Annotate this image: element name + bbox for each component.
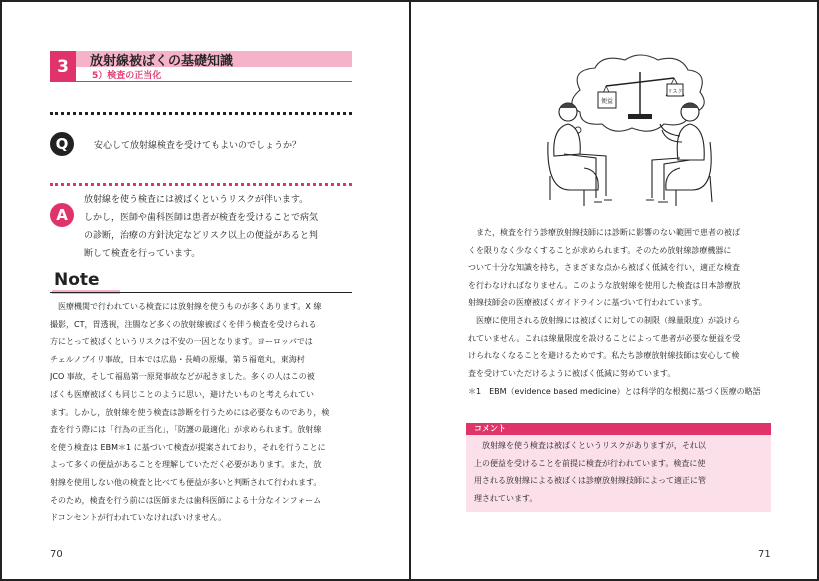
note-line: を使う検査は EBM＊1 に基づいて検査が提案されており，それを行うことに bbox=[50, 442, 326, 452]
note-rule bbox=[50, 292, 352, 293]
body-line: くを限りなく少なくすることが求められます。そのため放射線診療機器に bbox=[468, 245, 732, 255]
chapter-title: 放射線被ばくの基礎知識 bbox=[90, 54, 234, 69]
section-subtitle: 5）検査の正当化 bbox=[92, 71, 162, 81]
body-line: 射線技師会の医療被ばくガイドラインに基づいて行われています。 bbox=[468, 298, 707, 308]
page-number-right: 71 bbox=[758, 549, 771, 560]
note-body bbox=[50, 298, 352, 527]
answer-line: しかし，医師や歯科医師は患者が検査を受けることで病気 bbox=[84, 213, 319, 223]
comment-line: 用される放射線による被ばくは診療放射線技師によって適正に管 bbox=[474, 476, 706, 485]
comment-label: コメント bbox=[474, 424, 506, 433]
body-line: ついて十分な知識を持ち，さまざまな点から被ばく低減を行い，適正な検査 bbox=[468, 263, 740, 273]
thought-cloud bbox=[572, 55, 704, 131]
body-line: 医療に使用される放射線には被ばくに対しての制限（線量限度）が設けら bbox=[468, 315, 740, 325]
note-line: 方にとって被ばくというリスクは不安の一因となります。ヨーロッパでは bbox=[50, 337, 313, 347]
footnote: ＊1 EBM（evidence based medicine）とは科学的な根拠に基づく医療の略語 bbox=[468, 387, 761, 396]
body-line: を行わなければなりません。このような放射線を使用した検査は日本診療放 bbox=[468, 280, 741, 290]
comment-line: 理されています。 bbox=[474, 493, 538, 503]
note-line: ばくも医療被ばくも同じことのように思い，避けたいものと考えられてい bbox=[50, 389, 314, 399]
chapter-rule bbox=[76, 81, 352, 82]
body-line: また，検査を行う診療放射線技師には診断に影響のない範囲で患者の被ば bbox=[468, 228, 740, 237]
note-line: 射線を使用しない他の検査と比べても便益が多いと判断されて行われます。 bbox=[50, 477, 322, 487]
chapter-number: 3 bbox=[50, 51, 76, 82]
answer-badge: A bbox=[50, 203, 74, 227]
note-label: Note bbox=[54, 270, 100, 290]
answer-line: 断して検査を行っています。 bbox=[84, 249, 201, 259]
scale-left-label: 便益 bbox=[600, 98, 614, 105]
note-line: そのため，検査を行う前には医師または歯科医師による十分なインフォーム bbox=[50, 495, 322, 505]
body-line: けられなくなることを避けるためです。私たち診療放射線技師は安心して検 bbox=[468, 351, 740, 361]
question-text: 安心して放射線検査を受けてもよいのでしょうか？ bbox=[94, 141, 302, 151]
comment-line: 上の便益を受けることを前提に検査が行われています。検査に使 bbox=[474, 458, 706, 468]
comment-header bbox=[466, 423, 771, 435]
consultation-illustration bbox=[540, 50, 740, 210]
answer-divider bbox=[50, 183, 352, 186]
note-line: よって多くの便益があることを理解していただく必要があります。また，放 bbox=[50, 460, 322, 470]
note-line: チェルノブイリ事故，日本では広島・長崎の原爆，第５福竜丸，東海村 bbox=[50, 354, 305, 364]
body-line: れていません。これは線量限度を設けることによって患者が必要な便益を受 bbox=[468, 333, 741, 343]
page-number-left: 70 bbox=[50, 549, 63, 560]
note-line: JCO 事故，そして福島第一原発事故などが起きました。多くの人はこの被 bbox=[50, 372, 315, 382]
note-line: ます。しかし，放射線を使う検査は診断を行うためには必要なものであり，検 bbox=[50, 407, 330, 417]
comment-text bbox=[474, 437, 766, 507]
answer-text bbox=[84, 191, 354, 263]
answer-line: 放射線を使う検査には被ばくというリスクが伴います。 bbox=[84, 195, 309, 205]
note-line: 査を行う際には「行為の正当化」，「防護の最適化」が求められます。放射線 bbox=[50, 425, 322, 435]
question-divider bbox=[50, 112, 352, 115]
question-badge: Q bbox=[50, 132, 74, 156]
note-line: 医療機関で行われている検査には放射線を使うものが多くあります。X 線 bbox=[50, 302, 322, 311]
note-line: 撮影，CT，胃透視，注腸など多くの放射線被ばくを伴う検査を受けられる bbox=[50, 319, 317, 329]
answer-line: の診断，治療の方針決定などリスク以上の便益があると判 bbox=[84, 231, 318, 241]
body-line: 査を受けていただけるように被ばく低減に努めています。 bbox=[468, 368, 676, 378]
right-body-text bbox=[468, 224, 770, 382]
comment-line: 放射線を使う検査は被ばくというリスクがありますが，それ以 bbox=[474, 441, 706, 450]
page-gutter bbox=[409, 0, 411, 581]
note-line: ドコンセントが行われていなければいけません。 bbox=[50, 513, 227, 523]
scale-right-label: リスク bbox=[667, 89, 683, 95]
